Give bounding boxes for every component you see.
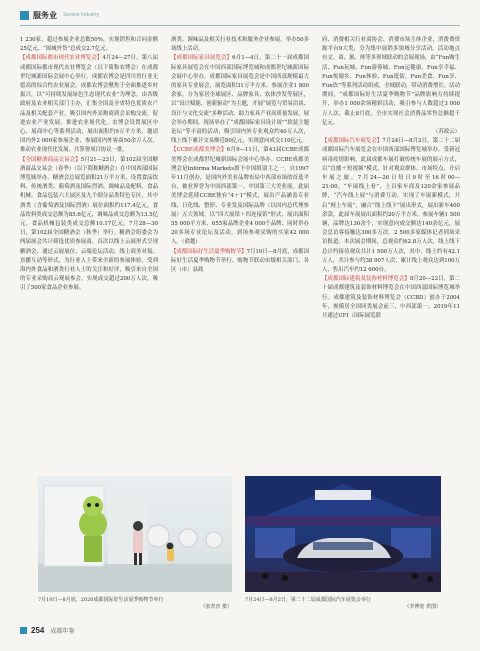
- caption-credit: （张青青 摄）: [200, 604, 232, 610]
- entry-body: 6月1—4日，第二十一届成都国际家具展览会在中国西部国际博览城和成都世纪城新国际会展中心举办。成都国际家具展览会是中国西部规模最大的家具专业展会，展览面积31万平方米，参展企业1 800余家，分为家居全球展区、品牌家具、软体沙发等展区，以“设计赋能、创新驱动”为主题，开展“展览与贸易洽谈、设计与文化交流”多种活动，助力家具产业高质量发展。展会举办期间，现场举办了“成都国际家具设计周”“软装主题论坛”等丰富的活动，吸引国内外专业观众约40万人次，线上线下累计交易额近80亿元，实现意向成交110亿元。: [171, 55, 309, 145]
- publication-name: 成都年鉴: [50, 629, 75, 635]
- paragraph: 1 230家，超过参展企业总数50%，实现销售和合同金额25亿元、“闽城外货”总成交2.7亿元。: [20, 37, 158, 53]
- paragraph: [322, 137, 460, 275]
- entry-heading: 【成都国际家具展览会】: [171, 55, 233, 62]
- photo-caption-right: [245, 596, 441, 610]
- entry-heading: 【CCBE成都美博会】: [171, 147, 227, 154]
- entry-heading: 【成都国际都市现代农业博览会】: [20, 55, 103, 62]
- section-title: 服务业: [33, 10, 57, 20]
- entry-body: 7月24日—8月2日，第二十二届成都国际汽车展览会在中国西部国际博览城举办。受新冠病毒疫情影响，此届成都车展打破传统车展的展示方式，以“直播＋短视频”模式，针对观众群体、市场特点，开启车展之旅。7月24—26日每日9时至16时00—21:00，“车展线上看”，上百家车商及120余家参展品牌，“汽车线上展”与消费互动，实现了车展新模式，开启“网上车展”，融合“线上线下”展出形式，展出新车400余款。此届车展展出面积约20万平方米，参展车辆1 500辆，品牌达130余个，实现意向成交额达140余亿元，展会总访客接触达300多万次。2 500多家媒体记者到场采访报道。本次展会期间，总观众约62.8万人次，线上线下总计约接待观众共计1 500万人次，其中，线上约有42.1万人，共计参与约38 907人次，累计线上观众达到100万人，售出汽车约12 600台。: [322, 138, 460, 274]
- author-credit: （苏政云）: [433, 129, 460, 136]
- caption-credit: （李博宽 供图）: [404, 604, 441, 610]
- entry-heading: 【成都国际建筑及装饰材料博览会】: [322, 276, 410, 283]
- paragraph: [20, 156, 158, 294]
- text-column-1: [20, 36, 158, 490]
- footer-marker-icon: [20, 627, 27, 634]
- caption-text: 7月10日—8月底，2020成都国际好生活夏季购物节举行: [38, 597, 164, 603]
- section-marker-icon: [20, 11, 29, 20]
- caption-text: 7月24日—8月2日，第二十二届成都国际汽车展览会举行: [245, 597, 371, 603]
- page-header: [20, 8, 460, 22]
- paragraph: [322, 275, 460, 321]
- entry-body: 7月10日—8月底，成都国际好生活夏季购物节举行。购物节联动市级相关部门、各区（市）县政: [171, 248, 309, 274]
- entry-heading: 【全国糖酒商品交易会】: [20, 156, 81, 163]
- paragraph: [171, 146, 309, 247]
- text-column-3: [322, 36, 460, 490]
- entry-body: 5月21—23日，第102届全国糖酒商品交易会（春季）（以下简称糖酒会）在中国西部国际博览城举办。糖酒会总展览面积21万平方米，设置食品饮料、传统酒类、葡萄酒及国际烈酒、调味品及配料、食品机械、食品包装六大展区及九个细分品类特色专区，其中酒类（含葡萄酒及国际烈酒）展位面积约117.4亿元，食品饮料类成交总额为85.6亿元，调味品成交总额为13.5亿元，食品机械包装类成交总额10.17亿元。7月28—30日，第102届全国糖酒会（秋季）举行。糖酒会组委会为两届展会共计筛选优质参展商，首次以线上云展形式呈现糖酒会，通过云展展位、云端论坛活动、线上商务对接、直播互动等形式，为行业人士带来全新的参展体验，受到海内外食品和酒类行业人士的关注和好评，吸引来自全国的专业采购商云观展参会，实现成交超过200万人次，吸引了500家食品企业参展。: [20, 156, 158, 292]
- page-footer: [20, 626, 74, 635]
- paragraph: 酒类、调味品及相关行业技术和服务企业参展，举办50多场线上活动。: [171, 37, 309, 53]
- entry-heading: 【成都国际汽车展览会】: [322, 138, 383, 145]
- page-number: 254: [31, 626, 45, 635]
- photo-caption-left: [38, 596, 232, 610]
- paragraph: [171, 54, 309, 146]
- paragraph: 府、消费相关行业商协会、消费市场主体企业，消费费资源平台9大类，分为集中展销多领域分享活动，活动地点有文、商、旅、体等多领域联动的会展现场，由“Fun购生活、Fun玩城、Fun游蓉城、Fun运健康、Fun享幸福、Fun悦蜀乡、Fun体验、Fun逛街、Fun美食、Fun享、Fun饮”等系列活动组成，全域联动，带动消费增长。活动期间，“成都国际好生活夏季购物节”品牌影响力持续提升，举办1 000余场精彩活动，吸引参与人数超过3 000万人次。截止8月底，全市实现社会消费品零售总额超千亿元。: [322, 37, 460, 126]
- paragraph: [171, 248, 309, 276]
- entry-body: 6月9—11日，第43届CCBE成都美博会在成都世纪城新国际会展中心举办。CCBE成都美博会是Informa Markets旗下中国组别主之一，自1997年11月创办，是国内外美业品牌布局中西部市场的首选平台，被业界誉为中国西部第一、中国第三大美业展。此届美博会延续CCBE独有“4＋1”模式，展出产品涵盖专业线、日化线、整形、专业发及国际品牌（以国内总代理参展）五大领域。以“四大展馆＋四连接馆”形式，展出面积55 000平方米，655家品牌企业4 000个品牌、同时举办20多场专业论坛及活动，到场参观采购的买家42 000人。（俞越）: [171, 147, 309, 246]
- entry-body: 4月24—27日，第八届成都国际都市现代农业博览会（以下简称农博会）在成都世纪城新国际会展中心举行。成都农博会是四川省行业无偿高的综合性农业展会。成都农博会聚焦于全面推进乡村振兴，以“可持续发展绿色生态现代农业”为理念，由各级政府及农业相关部门主办，汇集全国及全省特色优质农产品及相关配套产业，吸引国内外采购商到会采购交流，促进农业产业发展，推进农业现代化。农博会设置展区中心、展商中心等系列活动，展出面积约9万平方米，邀请国内外2 000家参展企业、参展国内外客商50余万人次，推动农业现代化发展，共签署项目协议一批。: [20, 55, 158, 154]
- entry-heading: 【成都国际好生活夏季购物节】: [171, 248, 247, 255]
- photo-auto-show: [245, 476, 441, 592]
- photo-shopping-festival: [38, 476, 232, 592]
- paragraph: [20, 54, 158, 155]
- text-column-2: [171, 36, 309, 490]
- entry-body: 8月20—22日，第二十届成都建筑及装饰材料博览会在中国西部国际博览城举行。成都建筑及装饰材料博览会（CCBD）创办于2004年，规模居全国同类展会前三，中西部第一。2019年11月通过UFI（国际展览联: [322, 276, 460, 320]
- section-subtitle: Service Industry: [63, 12, 99, 18]
- header-divider: [20, 25, 460, 26]
